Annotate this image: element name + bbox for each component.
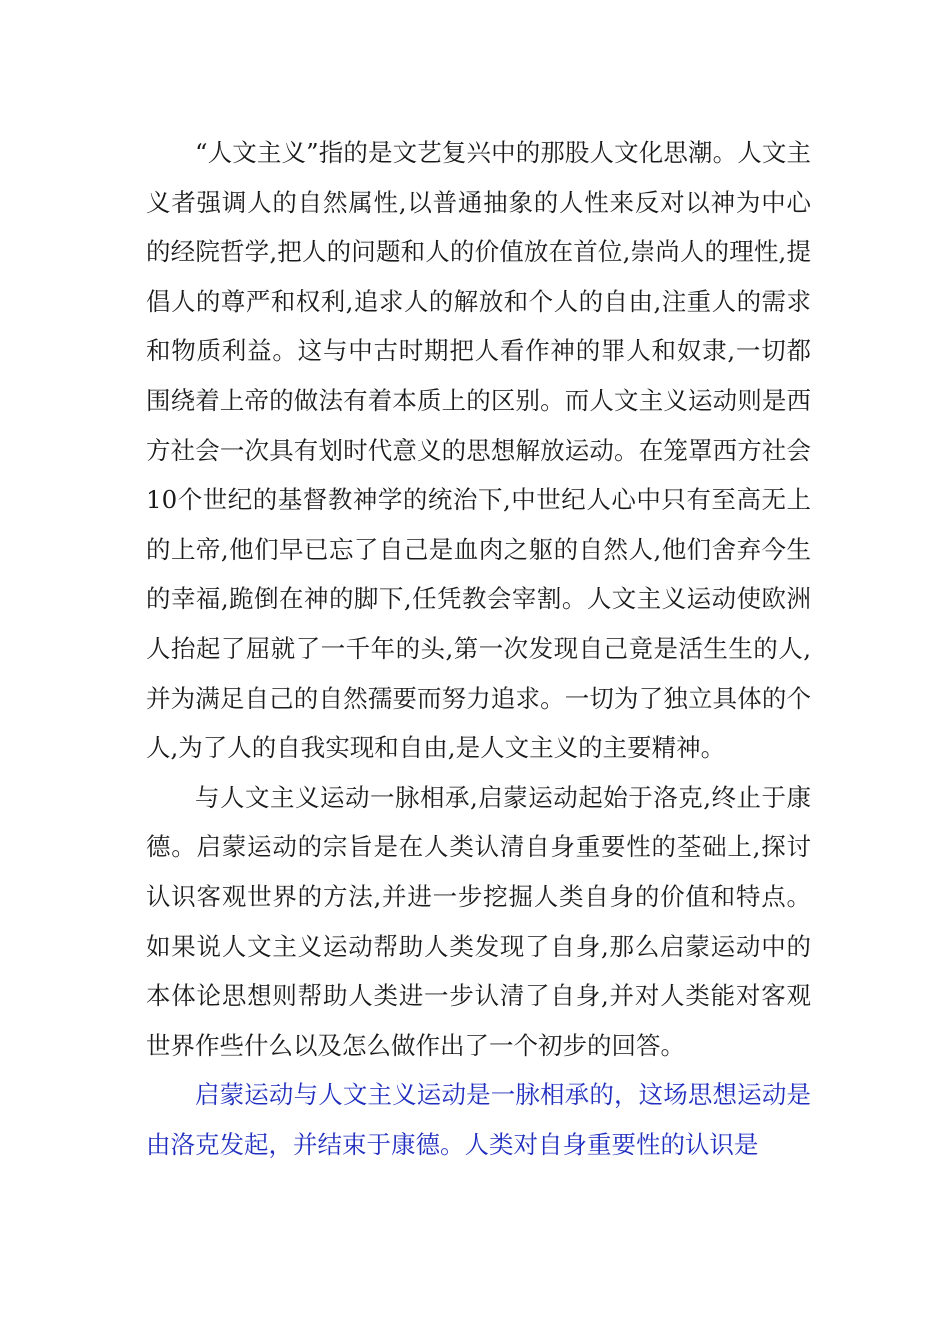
paragraph-humanism: “人文主义”指的是文艺复兴中的那股人文化思潮。人文主义者强调人的自然属性,以普通抽象的人性来反对以神为中心的经院哲学,把人的问题和人的价值放在首位,崇尚人的理性,提倡人的尊严和权利,追求人的解放和个人的自由,注重人的需求和物质利益。这与中古时期把人看作神的罪人和奴隶,一切都围绕着上帝的做法有着本质上的区别。而人文主义运动则是西方社会一次具有划时代意义的思想解放运动。在笼罩西方社会10个世纪的基督教神学的统治下,中世纪人心中只有至高无上的上帝,他们早已忘了自己是血肉之躯的自然人,他们舍弃今生的幸福,跪倒在神的脚下,任凭教会宰割。人文主义运动使欧洲人抬起了屈就了一千年的头,第一次发现自己竟是活生生的人,并为满足自己的自然孺要而努力追求。一切为了独立具体的个人,为了人的自我实现和自由,是人文主义的主要精神。 [146,138,811,763]
document-body [146,128,811,1169]
paragraph-summary-highlighted: 启蒙运动与人文主义运动是一脉相承的，这场思想运动是由洛克发起，并结束于康德。人类对自身重要性的认识是 [146,1080,811,1159]
paragraph-enlightenment: 与人文主义运动一脉相承,启蒙运动起始于洛克,终止于康德。启蒙运动的宗旨是在人类认清自身重要性的荃础上,探讨认识客观世界的方法,并进一步挖掘人类自身的价值和特点。如果说人文主义运动帮助人类发现了自身,那么启蒙运动中的本体论思想则帮助人类进一步认清了自身,并对人类能对客观世界作些什么以及怎么做作出了一个初步的回答。 [146,782,811,1060]
